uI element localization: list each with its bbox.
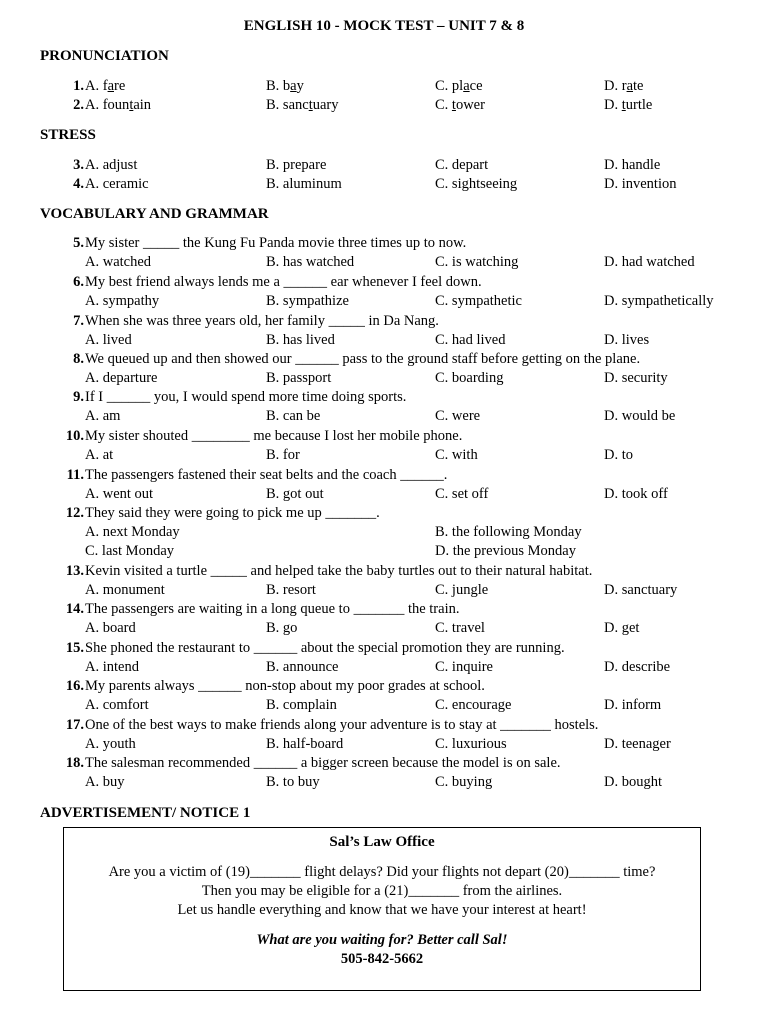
- option-b: B. can be: [266, 408, 321, 424]
- question-number: 4.: [73, 176, 84, 192]
- advert-line-2: Then you may be eligible for a (21)_______ from the airlines.: [201, 883, 563, 899]
- option-c: C. luxurious: [435, 736, 507, 752]
- option-a: A. board: [85, 620, 136, 636]
- option-b: B. resort: [266, 582, 316, 598]
- option-c: C. were: [435, 408, 481, 424]
- question-text: My sister shouted ________ me because I lost her mobile phone.: [85, 428, 463, 444]
- option-a: A. at: [85, 447, 114, 463]
- option-b: B. sanctuary: [266, 97, 339, 113]
- option-a: A. intend: [85, 659, 139, 675]
- option-a: A. sympathy: [85, 293, 160, 309]
- options-q2: [85, 96, 765, 115]
- option-d: D. teenager: [604, 736, 671, 752]
- options-q12-row2: [85, 542, 765, 561]
- options-q8: [85, 369, 765, 388]
- option-a: A. fountain: [85, 97, 152, 113]
- question-number: 1.: [73, 78, 84, 94]
- question-text: My parents always ______ non-stop about my poor grades at school.: [85, 678, 485, 694]
- option-c: C. boarding: [435, 370, 504, 386]
- option-c: C. is watching: [435, 254, 519, 270]
- question-text: Kevin visited a turtle _____ and helped take the baby turtles out to their natural habitat.: [85, 563, 593, 579]
- option-b: B. to buy: [266, 774, 320, 790]
- options-q17: [85, 735, 765, 754]
- option-c: C. set off: [435, 486, 489, 502]
- option-a: A. buy: [85, 774, 125, 790]
- advert-line-1: Are you a victim of (19)_______ flight delays? Did your flights not depart (20)_______ time?: [108, 864, 656, 880]
- option-a: A. departure: [85, 370, 158, 386]
- option-d: D. to: [604, 447, 633, 463]
- option-d: D. invention: [604, 176, 677, 192]
- option-c: C. had lived: [435, 332, 506, 348]
- options-q1: [85, 77, 765, 96]
- option-a: A. monument: [85, 582, 165, 598]
- option-d: D. inform: [604, 697, 662, 713]
- option-b: B. complain: [266, 697, 337, 713]
- question-number: 12.: [65, 505, 84, 521]
- option-d: D. lives: [604, 332, 650, 348]
- question-text: When she was three years old, her family _____ in Da Nang.: [85, 313, 439, 329]
- question-number: 8.: [73, 351, 84, 367]
- advert-slogan: What are you waiting for? Better call Sal!: [256, 932, 508, 948]
- options-q6: [85, 292, 765, 311]
- option-b: B. go: [266, 620, 298, 636]
- question-number: 6.: [73, 274, 84, 290]
- option-a: A. next Monday: [85, 524, 180, 540]
- option-d: D. bought: [604, 774, 662, 790]
- option-c: C. with: [435, 447, 478, 463]
- option-b: B. for: [266, 447, 300, 463]
- question-number: 13.: [65, 563, 84, 579]
- options-q16: [85, 696, 765, 715]
- question-number: 5.: [73, 235, 84, 251]
- question-number: 9.: [73, 389, 84, 405]
- options-q10: [85, 446, 765, 465]
- option-c: C. tower: [435, 97, 485, 113]
- option-c: C. last Monday: [85, 543, 175, 559]
- option-c: C. buying: [435, 774, 493, 790]
- option-d: D. would be: [604, 408, 676, 424]
- advert-line-3: Let us handle everything and know that we have your interest at heart!: [177, 902, 587, 918]
- section-stress: STRESS: [40, 127, 96, 143]
- options-q5: [85, 253, 765, 272]
- question-text: We queued up and then showed our ______ pass to the ground staff before getting on the plane.: [85, 351, 641, 367]
- option-b: B. got out: [266, 486, 324, 502]
- question-number: 3.: [73, 157, 84, 173]
- option-b: B. has watched: [266, 254, 355, 270]
- option-b: B. announce: [266, 659, 339, 675]
- question-number: 18.: [65, 755, 84, 771]
- options-q9: [85, 407, 765, 426]
- option-b: B. has lived: [266, 332, 335, 348]
- question-text: She phoned the restaurant to ______ about the special promotion they are running.: [85, 640, 565, 656]
- options-q4: [85, 175, 765, 194]
- question-text: The salesman recommended ______ a bigger screen because the model is on sale.: [85, 755, 561, 771]
- option-b: B. the following Monday: [435, 524, 582, 540]
- question-text: My best friend always lends me a ______ ear whenever I feel down.: [85, 274, 482, 290]
- option-d: D. describe: [604, 659, 671, 675]
- section-vocabulary-grammar: VOCABULARY AND GRAMMAR: [40, 206, 269, 222]
- question-text: My sister _____ the Kung Fu Panda movie three times up to now.: [85, 235, 467, 251]
- question-number: 14.: [65, 601, 84, 617]
- option-d: D. handle: [604, 157, 661, 173]
- option-a: A. ceramic: [85, 176, 149, 192]
- option-d: D. had watched: [604, 254, 695, 270]
- advertisement-box: [63, 827, 701, 991]
- option-a: A. am: [85, 408, 121, 424]
- options-q18: [85, 773, 765, 792]
- advert-phone: 505-842-5662: [340, 951, 424, 967]
- question-number: 16.: [65, 678, 84, 694]
- question-number: 10.: [65, 428, 84, 444]
- question-text: The passengers are waiting in a long queue to _______ the train.: [85, 601, 460, 617]
- option-a: A. fare: [85, 78, 126, 94]
- options-q11: [85, 485, 765, 504]
- question-text: If I ______ you, I would spend more time doing sports.: [85, 389, 407, 405]
- option-c: C. place: [435, 78, 483, 94]
- section-advertisement: ADVERTISEMENT/ NOTICE 1: [40, 805, 251, 821]
- options-q14: [85, 619, 765, 638]
- option-d: D. took off: [604, 486, 668, 502]
- option-d: D. sympathetically: [604, 293, 714, 309]
- options-q7: [85, 331, 765, 350]
- option-b: B. prepare: [266, 157, 327, 173]
- option-a: A. watched: [85, 254, 152, 270]
- options-q15: [85, 658, 765, 677]
- option-d: D. rate: [604, 78, 644, 94]
- option-d: D. security: [604, 370, 668, 386]
- option-d: D. sanctuary: [604, 582, 678, 598]
- option-b: B. sympathize: [266, 293, 349, 309]
- section-pronunciation: PRONUNCIATION: [40, 48, 169, 64]
- option-b: B. passport: [266, 370, 332, 386]
- option-b: B. bay: [266, 78, 304, 94]
- option-c: C. jungle: [435, 582, 489, 598]
- option-a: A. youth: [85, 736, 136, 752]
- option-c: C. depart: [435, 157, 489, 173]
- option-c: C. inquire: [435, 659, 493, 675]
- options-q12-row1: [85, 523, 765, 542]
- option-b: B. half-board: [266, 736, 344, 752]
- options-q3: [85, 156, 765, 175]
- option-d: D. the previous Monday: [435, 543, 576, 559]
- question-text: They said they were going to pick me up _______.: [85, 505, 380, 521]
- option-a: A. went out: [85, 486, 154, 502]
- option-d: D. get: [604, 620, 640, 636]
- option-a: A. comfort: [85, 697, 149, 713]
- option-d: D. turtle: [604, 97, 653, 113]
- option-b: B. aluminum: [266, 176, 342, 192]
- question-text: The passengers fastened their seat belts and the coach ______.: [85, 467, 448, 483]
- page-title: ENGLISH 10 - MOCK TEST – UNIT 7 & 8: [243, 18, 525, 34]
- question-number: 7.: [73, 313, 84, 329]
- option-c: C. encourage: [435, 697, 512, 713]
- question-number: 17.: [65, 717, 84, 733]
- question-number: 15.: [65, 640, 84, 656]
- question-number: 11.: [66, 467, 84, 483]
- option-c: C. travel: [435, 620, 485, 636]
- question-number: 2.: [73, 97, 84, 113]
- question-text: One of the best ways to make friends along your adventure is to stay at _______ hostels.: [85, 717, 599, 733]
- advert-heading: Sal’s Law Office: [329, 834, 435, 850]
- option-a: A. adjust: [85, 157, 138, 173]
- options-q13: [85, 581, 765, 600]
- option-a: A. lived: [85, 332, 132, 348]
- option-c: C. sympathetic: [435, 293, 522, 309]
- option-c: C. sightseeing: [435, 176, 518, 192]
